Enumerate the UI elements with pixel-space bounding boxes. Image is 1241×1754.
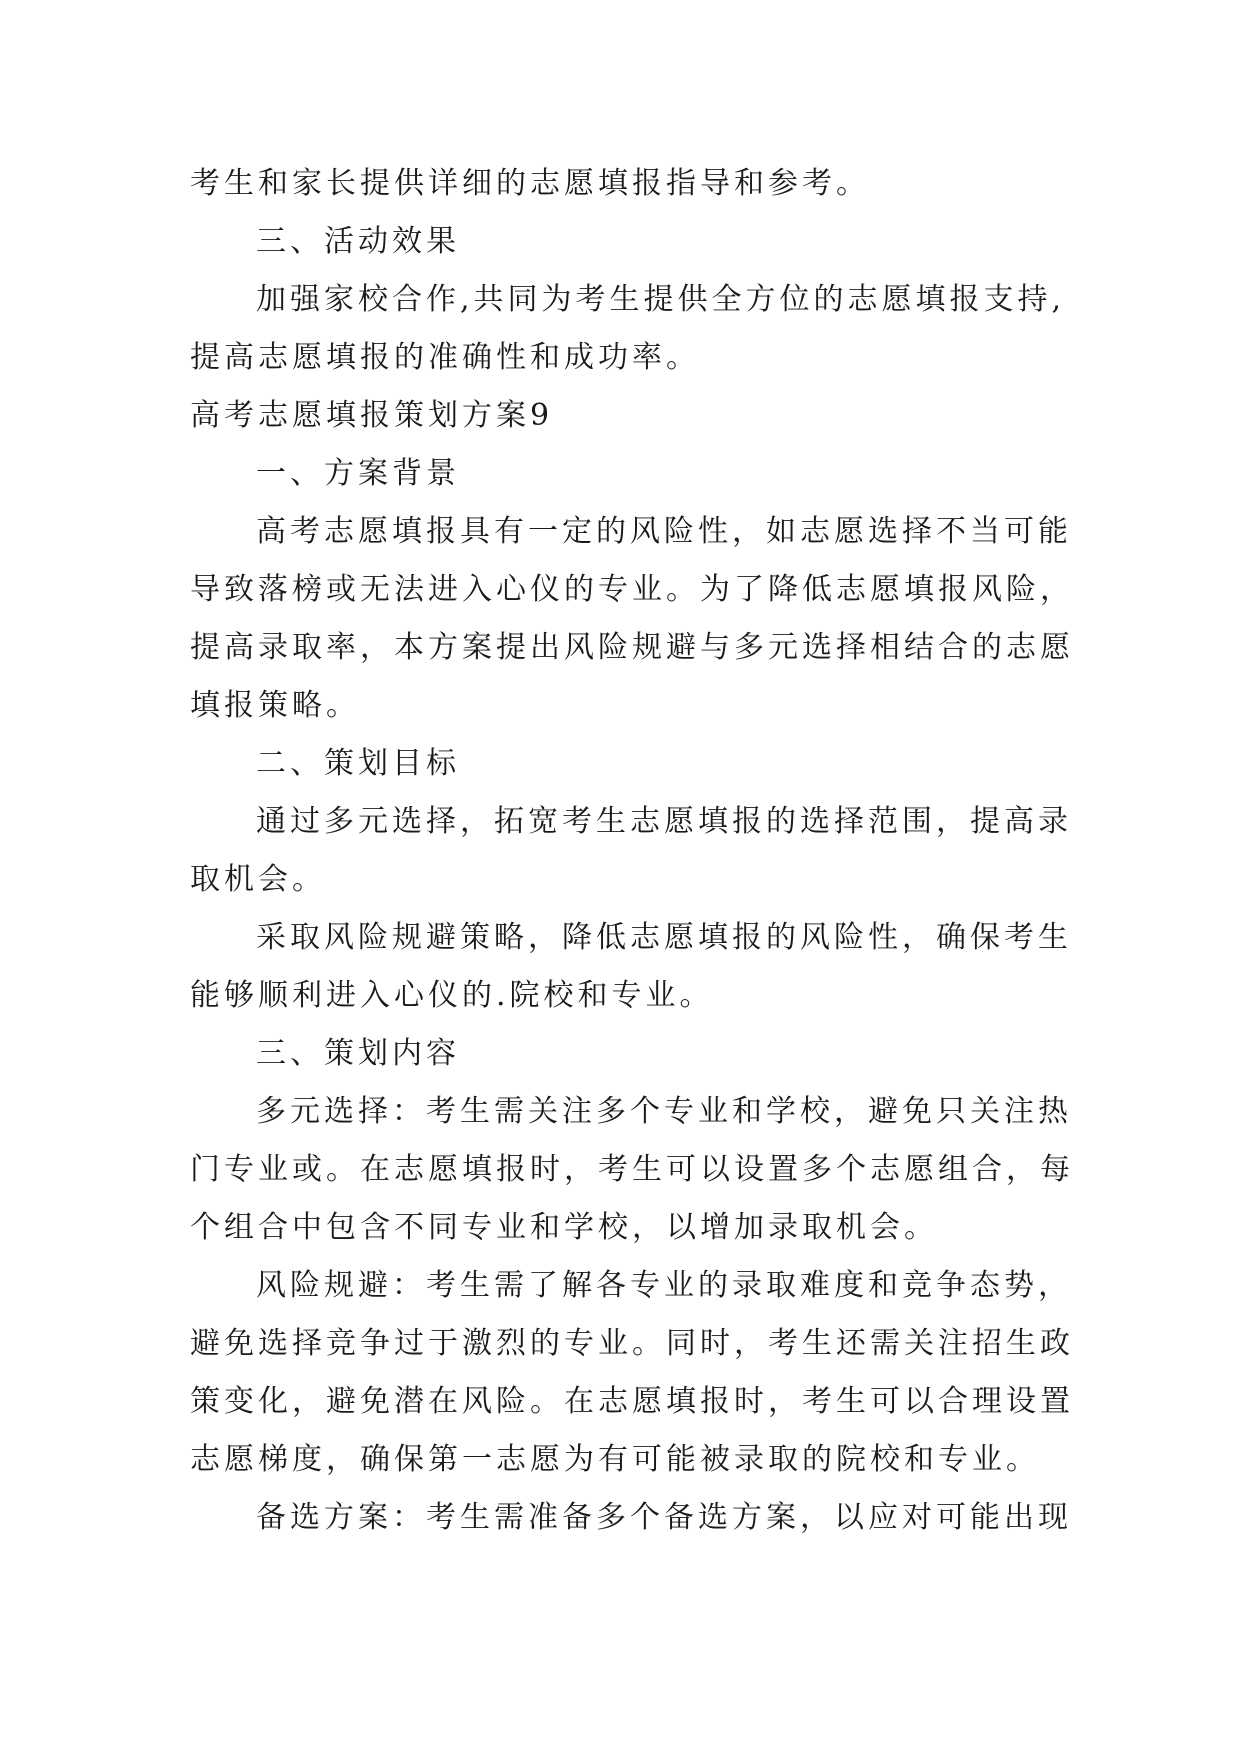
paragraph-line: 门专业或。在志愿填报时，考生可以设置多个志愿组合，每 [190,1152,1074,1187]
paragraph-line: 多元选择：考生需关注多个专业和学校，避免只关注热 [256,1094,1072,1129]
section-heading-activity-effect: 三、活动效果 [256,224,460,259]
paragraph-line: 通过多元选择，拓宽考生志愿填报的选择范围，提高录 [256,804,1072,839]
paragraph-line: 志愿梯度，确保第一志愿为有可能被录取的院校和专业。 [190,1442,1040,1477]
section-heading-background: 一、方案背景 [256,456,460,491]
section-heading-goals: 二、策划目标 [256,746,460,781]
paragraph-line: 高考志愿填报具有一定的风险性，如志愿选择不当可能 [256,514,1072,549]
paragraph-line: 取机会。 [190,862,326,897]
paragraph-line: 能够顺利进入心仪的.院校和专业。 [190,978,714,1013]
paragraph-line: 填报策略。 [190,688,360,723]
paragraph-line: 导致落榜或无法进入心仪的专业。为了降低志愿填报风险， [190,572,1074,607]
paragraph-line: 备选方案：考生需准备多个备选方案，以应对可能出现 [256,1500,1072,1535]
paragraph-line: 提高志愿填报的准确性和成功率。 [190,340,700,375]
paragraph-line: 风险规避：考生需了解各专业的录取难度和竞争态势， [256,1268,1072,1303]
document-section-title: 高考志愿填报策划方案9 [190,398,554,433]
paragraph-line: 提高录取率，本方案提出风险规避与多元选择相结合的志愿 [190,630,1074,665]
paragraph-line: 个组合中包含不同专业和学校，以增加录取机会。 [190,1210,938,1245]
paragraph-line: 避免选择竞争过于激烈的专业。同时，考生还需关注招生政 [190,1326,1074,1361]
paragraph-line: 策变化，避免潜在风险。在志愿填报时，考生可以合理设置 [190,1384,1074,1419]
paragraph-line: 采取风险规避策略，降低志愿填报的风险性，确保考生 [256,920,1072,955]
paragraph-line: 加强家校合作,共同为考生提供全方位的志愿填报支持, [256,282,1066,317]
section-heading-content: 三、策划内容 [256,1036,460,1071]
paragraph-line: 考生和家长提供详细的志愿填报指导和参考。 [190,166,870,201]
